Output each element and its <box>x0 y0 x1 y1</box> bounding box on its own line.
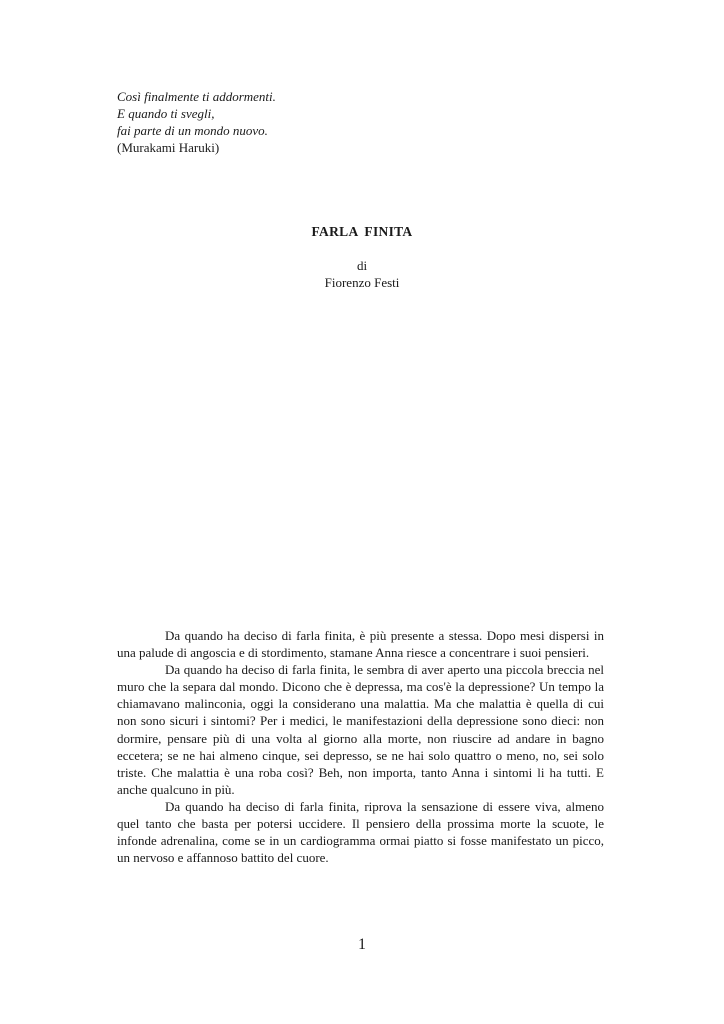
byline-author: Fiorenzo Festi <box>324 275 400 290</box>
page-number: 1 <box>358 936 366 953</box>
epigraph-line: Così finalmente ti addormenti. <box>117 89 276 104</box>
byline <box>117 257 607 291</box>
epigraph-line: E quando ti svegli, <box>117 106 215 121</box>
epigraph-line: fai parte di un mondo nuovo. <box>117 123 268 138</box>
body-text <box>117 627 604 866</box>
paragraph: Da quando ha deciso di farla finita, riprova la sensazione di essere viva, almeno quel tanto che basta per potersi uccidere. Il pensiero della prossima morte la scuote, le infonde adrenalina, come se in un cardiogramma ormai piatto si fosse manifestato un picco, un nervoso e affannoso battito del cuore. <box>117 798 604 866</box>
document-title: FARLA FINITA <box>311 224 413 239</box>
epigraph-author: (Murakami Haruki) <box>117 140 220 155</box>
epigraph <box>117 88 517 156</box>
byline-di: di <box>356 258 368 273</box>
paragraph: Da quando ha deciso di farla finita, le sembra di aver aperto una piccola breccia nel muro che la separa dal mondo. Dicono che è depressa, ma cos'è la depressione? Un tempo la chiamavano malinconia, oggi la considerano una malattia. Ma che malattia è quella di cui non sono sicuri i sintomi? Per i medici, le manifestazioni della depressione sono dieci: non dormire, pensare più di una volta al giorno alla morte, non riuscire ad andare in bagno eccetera; se ne hai almeno cinque, sei depresso, se ne hai solo quattro o meno, no, sei solo triste. Che malattia è una roba così? Beh, non importa, tanto Anna i sintomi li ha tutti. E anche qualcuno in più. <box>117 662 604 797</box>
paragraph: Da quando ha deciso di farla finita, è più presente a stessa. Dopo mesi dispersi in una palude di angoscia e di stordimento, stamane Anna riesce a concentrare i suoi pensieri. <box>117 628 604 661</box>
